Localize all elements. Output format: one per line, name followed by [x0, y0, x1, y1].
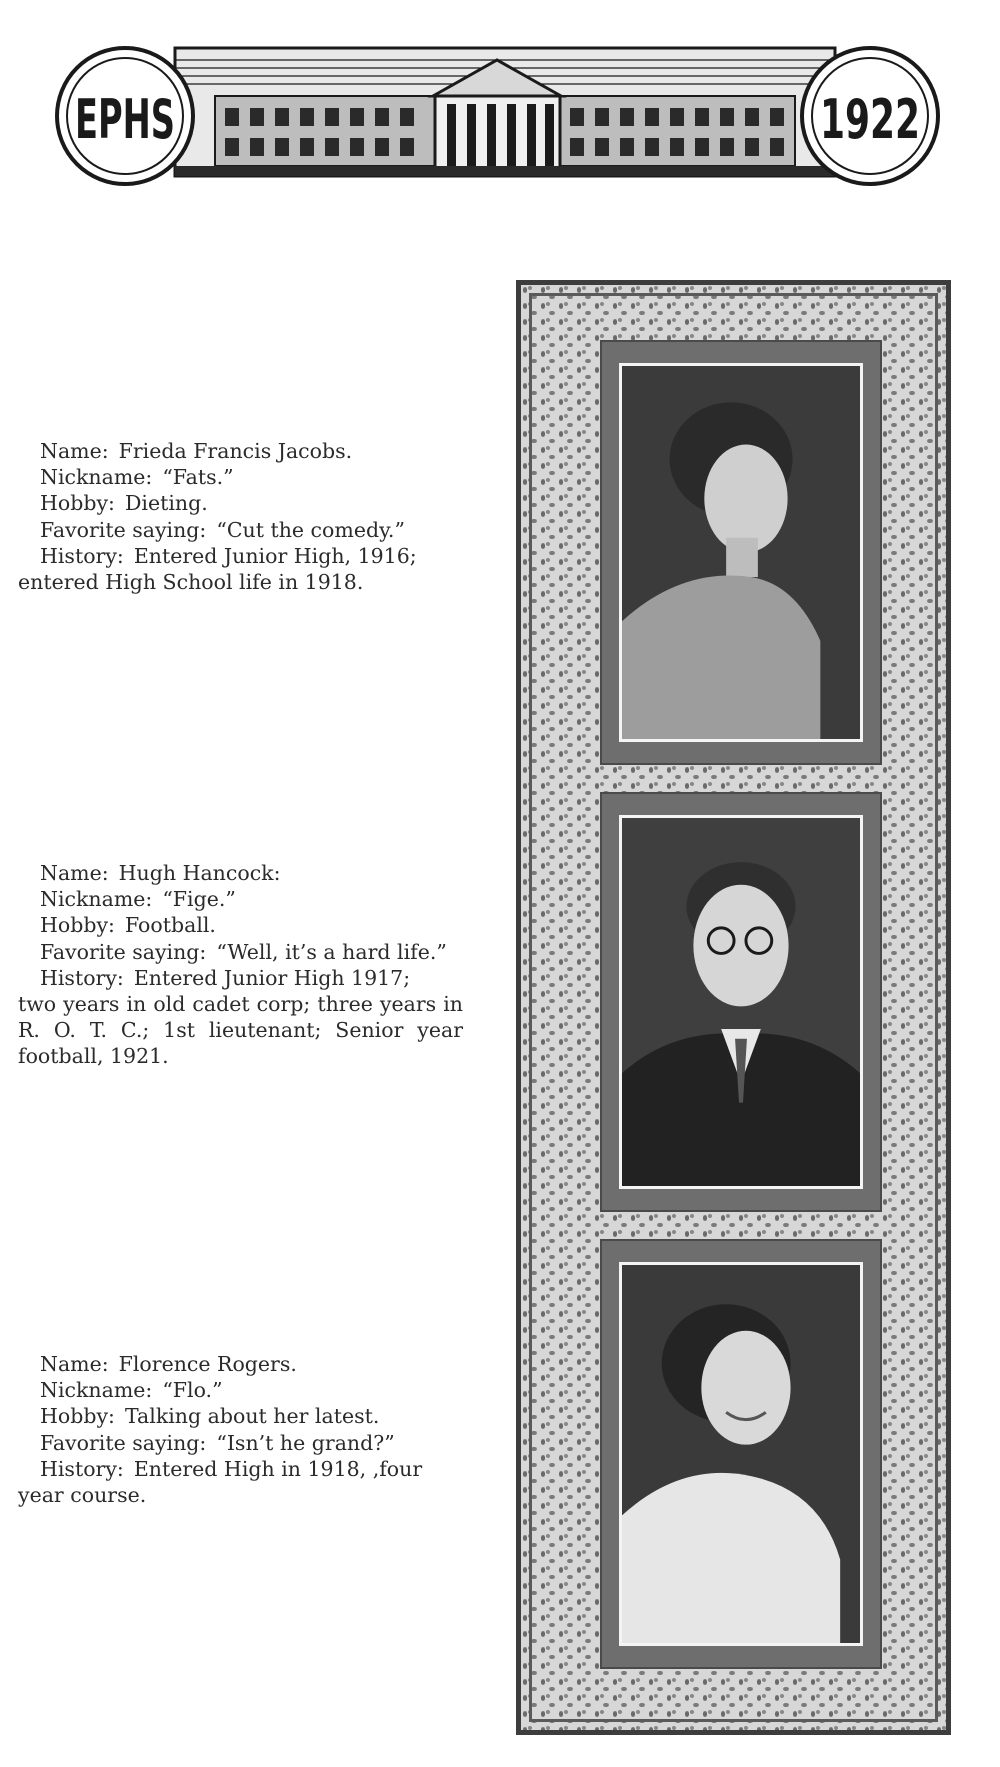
hobby-line — [18, 1403, 463, 1429]
history-label: History: — [40, 543, 124, 568]
history-value: Entered Junior High, 1916; — [133, 543, 417, 568]
nickname-line — [18, 1377, 463, 1403]
hobby-value: Football. — [124, 913, 216, 938]
student-entry — [18, 438, 463, 595]
nickname-label: Nickname: — [40, 1378, 153, 1403]
history-label: History: — [40, 965, 124, 990]
right-seal-text: 1922 — [820, 88, 920, 151]
nickname-value: “Fige.” — [162, 887, 236, 912]
saying-label: Favorite saying: — [40, 939, 207, 964]
portrait-photo — [619, 1262, 863, 1646]
portrait-photo — [619, 815, 863, 1189]
school-building-illustration — [55, 38, 940, 198]
saying-value: “Isn’t he grand?” — [216, 1430, 395, 1455]
header-banner — [55, 38, 940, 198]
hobby-value: Talking about her latest. — [124, 1404, 380, 1429]
history-continued: entered High School life in 1918. — [18, 570, 364, 595]
nickname-line — [18, 886, 463, 912]
saying-value: “Well, it’s a hard life.” — [216, 939, 447, 964]
hobby-label: Hobby: — [40, 491, 115, 516]
name-line — [18, 1351, 463, 1377]
hobby-line — [18, 912, 463, 938]
history-label: History: — [40, 1456, 124, 1481]
photo-mat — [600, 792, 882, 1212]
saying-line — [18, 939, 463, 965]
history-line — [18, 965, 463, 991]
history-continued: two years in old cadet corp; three years in R. O. T. C.; 1st lieutenant; Senior year football, 1921. — [18, 992, 463, 1069]
hobby-line — [18, 490, 463, 516]
name-line — [18, 860, 463, 886]
nickname-line — [18, 464, 463, 490]
photo-panel — [516, 280, 951, 1735]
hobby-value: Dieting. — [124, 491, 208, 516]
portrait-photo — [619, 363, 863, 742]
photo-mat — [600, 1239, 882, 1669]
student-entry — [18, 860, 463, 1070]
history-value: Entered Junior High 1917; — [133, 965, 411, 990]
history-line — [18, 1456, 463, 1482]
nickname-label: Nickname: — [40, 887, 153, 912]
nickname-label: Nickname: — [40, 465, 153, 490]
student-name: Florence Rogers. — [118, 1352, 297, 1376]
saying-value: “Cut the comedy.” — [216, 517, 405, 542]
photo-mat — [600, 340, 882, 765]
saying-line — [18, 517, 463, 543]
history-continued: year course. — [18, 1483, 147, 1508]
history-line — [18, 543, 463, 569]
saying-label: Favorite saying: — [40, 1430, 207, 1455]
nickname-value: “Fats.” — [162, 465, 234, 490]
name-label: Name: — [40, 1352, 109, 1376]
history-value: Entered High in 1918, ,four — [133, 1456, 423, 1481]
name-line — [18, 438, 463, 464]
saying-line — [18, 1430, 463, 1456]
left-seal-text: EPHS — [75, 88, 175, 151]
hobby-label: Hobby: — [40, 1404, 115, 1429]
student-name: Frieda Francis Jacobs. — [118, 439, 353, 463]
student-entry — [18, 1351, 463, 1508]
nickname-value: “Flo.” — [162, 1378, 223, 1403]
hobby-label: Hobby: — [40, 913, 115, 938]
name-label: Name: — [40, 861, 109, 885]
student-name: Hugh Hancock: — [118, 861, 281, 885]
saying-label: Favorite saying: — [40, 517, 207, 542]
name-label: Name: — [40, 439, 109, 463]
